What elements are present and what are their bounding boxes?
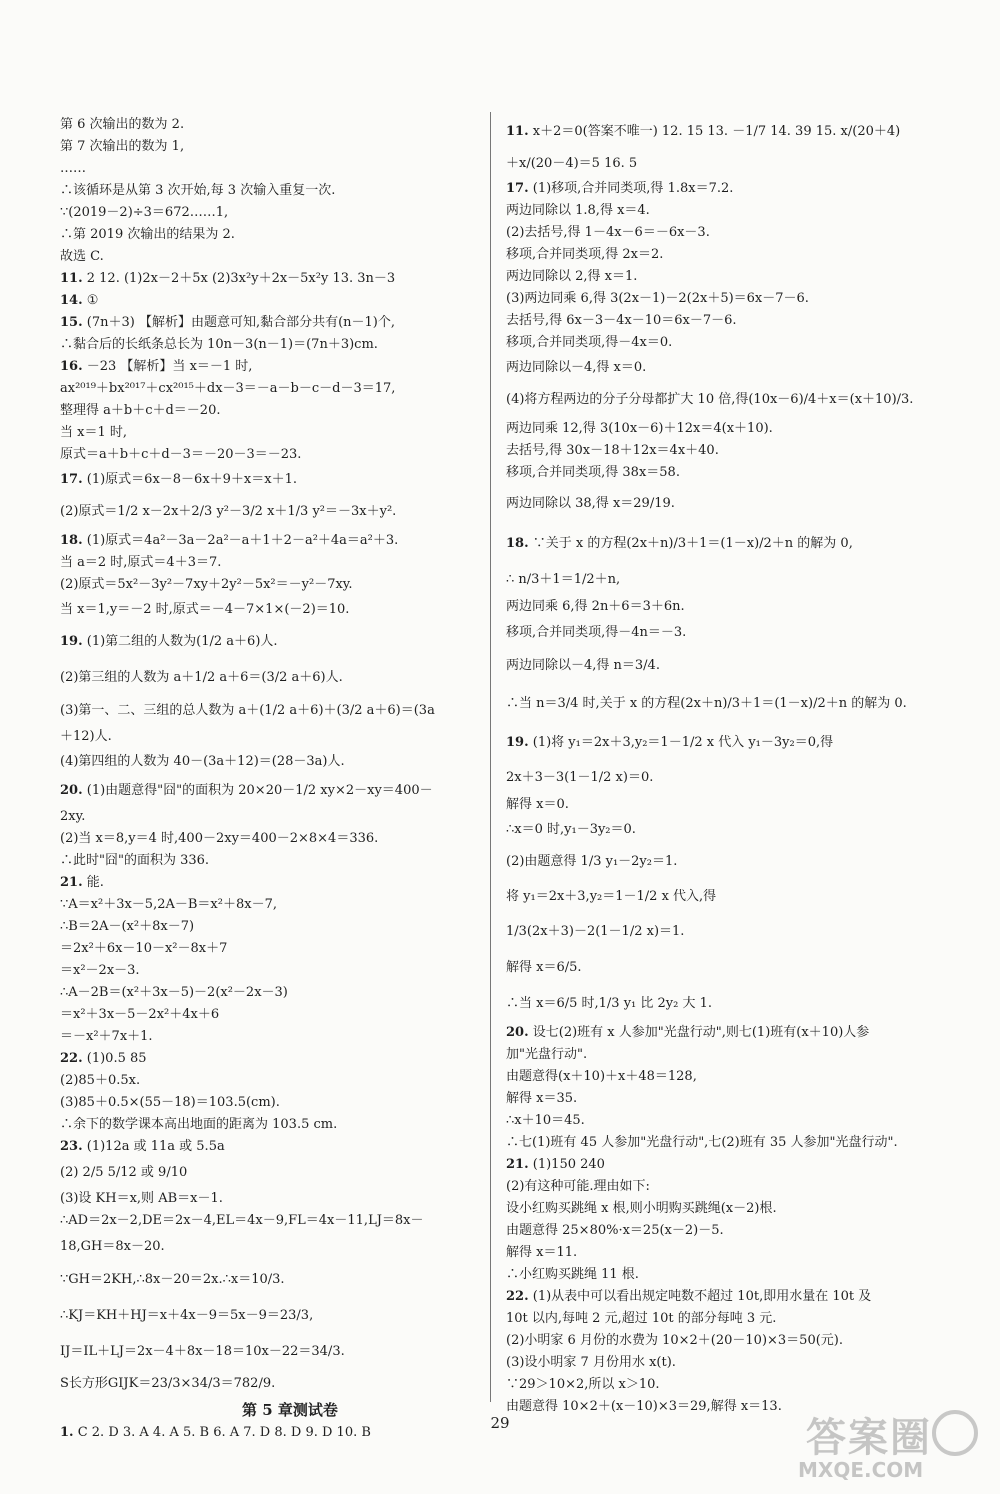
answer-line: 移项,合并同类项,得－4x＝0.: [506, 335, 673, 350]
answer-line: 18. ∵关于 x 的方程(2x＋n)/3＋1＝(1－x)/2＋n 的解为 0,: [506, 536, 853, 551]
answer-line: 由题意得 10×2＋(x－10)×3＝29,解得 x＝13.: [506, 1399, 782, 1414]
left-answer-column: [60, 114, 480, 1444]
answer-line: ∵GH＝2KH,∴8x－20＝2x.∴x＝10/3.: [60, 1272, 285, 1287]
right-answer-column: [506, 114, 944, 1418]
answer-line: 解得 x＝0.: [506, 797, 569, 812]
answer-line: IJ＝IL＋LJ＝2x－4＋8x－18＝10x－22＝34/3.: [60, 1344, 345, 1359]
answer-line: ∴x＝0 时,y₁－3y₂＝0.: [506, 822, 636, 837]
answer-line: 原式＝a＋b＋c＋d－3＝－20－3＝－23.: [60, 447, 302, 462]
answer-line: 两边同乘 12,得 3(10x－6)＋12x＝4(x＋10).: [506, 421, 773, 436]
answer-line: 22. (1)0.5 85: [60, 1051, 147, 1066]
answer-line: (2)有这种可能.理由如下:: [506, 1179, 650, 1194]
answer-line: ＝2x²＋6x－10－x²－8x＋7: [60, 941, 228, 956]
answer-line: ax²⁰¹⁹＋bx²⁰¹⁷＋cx²⁰¹⁵＋dx－3＝－a－b－c－d－3＝17,: [60, 381, 396, 396]
answer-line: ＝x²＋3x－5－2x²＋4x＋6: [60, 1007, 220, 1022]
answer-line: ∴七(1)班有 45 人参加"光盘行动",七(2)班有 35 人参加"光盘行动".: [506, 1135, 898, 1150]
watermark-ring-icon: [932, 1410, 978, 1456]
answer-line: 2x＋3－3(1－1/2 x)＝0.: [506, 770, 654, 785]
answer-line: (4)第四组的人数为 40－(3a＋12)＝(28－3a)人.: [60, 754, 345, 769]
answer-line: 22. (1)从表中可以看出规定吨数不超过 10t,即用水量在 10t 及: [506, 1289, 872, 1304]
answer-line: (2)小明家 6 月份的水费为 10×2＋(20－10)×3＝50(元).: [506, 1333, 843, 1348]
answer-line: ∴A－2B＝(x²＋3x－5)－2(x²－2x－3): [60, 985, 288, 1000]
answer-line: (2)原式＝5x²－3y²－7xy＋2y²－5x²＝－y²－7xy.: [60, 577, 353, 592]
answer-line: 第 6 次输出的数为 2.: [60, 117, 185, 132]
answer-line: 18,GH＝8x－20.: [60, 1239, 165, 1254]
answer-line: 两边同除以 1.8,得 x＝4.: [506, 203, 650, 218]
answer-line: 移项,合并同类项,得 2x＝2.: [506, 247, 664, 262]
answer-line: ∴余下的数学课本高出地面的距离为 103.5 cm.: [60, 1117, 338, 1132]
answer-line: ∴第 2019 次输出的结果为 2.: [60, 227, 235, 242]
answer-line: 两边同除以 38,得 x＝29/19.: [506, 496, 675, 511]
answer-line: 21. 能.: [60, 875, 104, 890]
answer-line: (2)由题意得 1/3 y₁－2y₂＝1.: [506, 854, 678, 869]
answer-line: 18. (1)原式＝4a²－3a－2a²－a＋1＋2－a²＋4a＝a²＋3.: [60, 533, 399, 548]
watermark-title: 答案圈: [806, 1415, 932, 1461]
answer-line: 移项,合并同类项,得 38x＝58.: [506, 465, 680, 480]
column-divider: [490, 112, 491, 1402]
answer-line: ＋x/(20－4)＝5 16. 5: [506, 156, 638, 171]
answer-line: 将 y₁＝2x＋3,y₂＝1－1/2 x 代入,得: [506, 889, 717, 904]
page-number: 29: [490, 1414, 510, 1432]
answer-line: ∵(2019－2)÷3＝672……1,: [60, 205, 229, 220]
answer-line: ∴AD＝2x－2,DE＝2x－4,EL＝4x－9,FL＝4x－11,LJ＝8x－: [60, 1213, 424, 1228]
answer-line: ∴该循环是从第 3 次开始,每 3 次输入重复一次.: [60, 183, 336, 198]
answer-line: 1. C 2. D 3. A 4. A 5. B 6. A 7. D 8. D 9. D 10. B: [60, 1425, 371, 1440]
answer-line: 设小红购买跳绳 x 根,则小明购买跳绳(x－2)根.: [506, 1201, 777, 1216]
answer-line: 解得 x＝11.: [506, 1245, 578, 1260]
answer-line: 1/3(2x＋3)－2(1－1/2 x)＝1.: [506, 924, 685, 939]
answer-line: 故选 C.: [60, 249, 104, 264]
answer-line: ∴当 n＝3/4 时,关于 x 的方程(2x＋n)/3＋1＝(1－x)/2＋n 的解为 0.: [506, 696, 907, 711]
answer-line: 当 x＝1,y＝－2 时,原式＝－4－7×1×(－2)＝10.: [60, 602, 350, 617]
answer-line: 两边同除以－4,得 n＝3/4.: [506, 658, 660, 673]
answer-line: ∵A＝x²＋3x－5,2A－B＝x²＋8x－7,: [60, 897, 277, 912]
answer-line: 加"光盘行动".: [506, 1047, 588, 1062]
answer-line: 21. (1)150 240: [506, 1157, 605, 1172]
answer-line: ＝x²－2x－3.: [60, 963, 140, 978]
answer-line: 由题意得 25×80%·x＝25(x－2)－5.: [506, 1223, 724, 1238]
answer-line: 20. 设七(2)班有 x 人参加"光盘行动",则七(1)班有(x＋10)人参: [506, 1025, 870, 1040]
answer-line: ∴KJ＝KH＋HJ＝x＋4x－9＝5x－9＝23/3,: [60, 1308, 314, 1323]
answer-line: 两边同除以 2,得 x＝1.: [506, 269, 638, 284]
answer-line: (4)将方程两边的分子分母都扩大 10 倍,得(10x－6)/4＋x＝(x＋10)/3.: [506, 392, 914, 407]
answer-line: 两边同除以－4,得 x＝0.: [506, 360, 647, 375]
answer-line: (2)85＋0.5x.: [60, 1073, 141, 1088]
answer-line: 解得 x＝35.: [506, 1091, 578, 1106]
answer-line: S长方形GIJK＝23/3×34/3＝782/9.: [60, 1376, 276, 1391]
answer-line: ∴当 x＝6/5 时,1/3 y₁ 比 2y₂ 大 1.: [506, 996, 713, 1011]
answer-line: 2xy.: [60, 809, 86, 824]
answer-line: ……: [60, 161, 86, 176]
answer-line: 14. ①: [60, 293, 99, 308]
answer-line: (3)85＋0.5×(55－18)＝103.5(cm).: [60, 1095, 280, 1110]
answer-line: 去括号,得 30x－18＋12x＝4x＋40.: [506, 443, 719, 458]
answer-line: 17. (1)原式＝6x－8－6x＋9＋x＝x＋1.: [60, 472, 297, 487]
answer-line: 19. (1)将 y₁＝2x＋3,y₂＝1－1/2 x 代入 y₁－3y₂＝0,得: [506, 735, 834, 750]
answer-line: 移项,合并同类项,得－4n＝－3.: [506, 625, 687, 640]
answer-line: 整理得 a＋b＋c＋d＝－20.: [60, 403, 221, 418]
answer-line: 解得 x＝6/5.: [506, 960, 582, 975]
watermark-url: MXQE.COM: [798, 1458, 924, 1482]
answer-line: ∵29＞10×2,所以 x＞10.: [506, 1377, 660, 1392]
answer-line: ∴x＋10＝45.: [506, 1113, 585, 1128]
answer-line: 由题意得(x＋10)＋x＋48＝128,: [506, 1069, 697, 1084]
answer-line: ＝－x²＋7x＋1.: [60, 1029, 153, 1044]
answer-line: (3)设小明家 7 月份用水 x(t).: [506, 1355, 676, 1370]
answer-line: 去括号,得 6x－3－4x－10＝6x－7－6.: [506, 313, 737, 328]
answer-line: 第 7 次输出的数为 1,: [60, 139, 185, 154]
answer-line: (2) 2/5 5/12 或 9/10: [60, 1165, 188, 1180]
answer-line: 11. 2 12. (1)2x－2＋5x (2)3x²y＋2x－5x²y 13. 3n－3: [60, 271, 396, 286]
answer-line: 两边同乘 6,得 2n＋6＝3＋6n.: [506, 599, 685, 614]
answer-line: 11. x＋2＝0(答案不唯一) 12. 15 13. －1/7 14. 39 15. x/(20＋4): [506, 124, 901, 139]
answer-line: 当 a＝2 时,原式＝4＋3＝7.: [60, 555, 222, 570]
answer-line: ∴B＝2A－(x²＋8x－7): [60, 919, 195, 934]
answer-line: ∴黏合后的长纸条总长为 10n－3(n－1)＝(7n＋3)cm.: [60, 337, 378, 352]
answer-line: ＋12)人.: [60, 729, 112, 744]
answer-line: ∴小红购买跳绳 11 根.: [506, 1267, 639, 1282]
answer-line: (3)两边同乘 6,得 3(2x－1)－2(2x＋5)＝6x－7－6.: [506, 291, 809, 306]
answer-line: (2)去括号,得 1－4x－6＝－6x－3.: [506, 225, 710, 240]
answer-line: ∴ n/3＋1＝1/2＋n,: [506, 572, 621, 587]
answer-line: (2)当 x＝8,y＝4 时,400－2xy＝400－2×8×4＝336.: [60, 831, 379, 846]
section-heading: 第 5 章测试卷: [242, 1401, 338, 1419]
answer-line: (2)原式＝1/2 x－2x＋2/3 y²－3/2 x＋1/3 y²＝－3x＋y².: [60, 504, 397, 519]
watermark-logo: [786, 1406, 986, 1484]
answer-line: (3)设 KH＝x,则 AB＝x－1.: [60, 1191, 223, 1206]
answer-line: 10t 以内,每吨 2 元,超过 10t 的部分每吨 3 元.: [506, 1311, 777, 1326]
answer-line: ∴此时"囧"的面积为 336.: [60, 853, 210, 868]
answer-line: 16. －23 【解析】当 x＝－1 时,: [60, 359, 253, 374]
answer-line: 当 x＝1 时,: [60, 425, 127, 440]
answer-line: 19. (1)第二组的人数为(1/2 a＋6)人.: [60, 634, 278, 649]
answer-line: (3)第一、二、三组的总人数为 a＋(1/2 a＋6)＋(3/2 a＋6)＝(3a: [60, 703, 435, 718]
answer-line: 23. (1)12a 或 11a 或 5.5a: [60, 1139, 225, 1154]
answer-line: 15. (7n＋3) 【解析】由题意可知,黏合部分共有(n－1)个,: [60, 315, 395, 330]
answer-line: 20. (1)由题意得"囧"的面积为 20×20－1/2 xy×2－xy＝400－: [60, 783, 433, 798]
answer-line: 17. (1)移项,合并同类项,得 1.8x＝7.2.: [506, 181, 734, 196]
answer-line: (2)第三组的人数为 a＋1/2 a＋6＝(3/2 a＋6)人.: [60, 670, 343, 685]
